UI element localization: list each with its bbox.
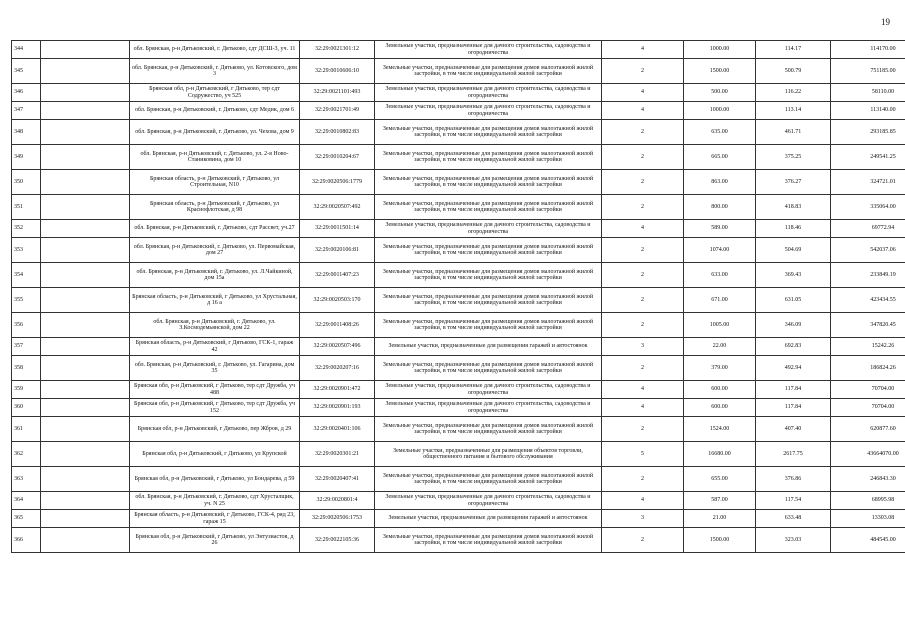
area-cell: 600.00 — [684, 381, 756, 399]
cadastral-number-cell: 32:29:0020801:4 — [300, 492, 375, 510]
land-use-cell: Земельные участки, предназначенные для размещения гаражей и автостоянок — [375, 510, 602, 528]
specific-value-cell: 114.17 — [756, 41, 831, 59]
empty-cell — [41, 399, 130, 417]
row-number: 354 — [12, 263, 41, 288]
cadastral-number-cell: 32:29:0020207:16 — [300, 356, 375, 381]
area-cell: 1524.00 — [684, 417, 756, 442]
specific-value-cell: 118.46 — [756, 220, 831, 238]
use-group-cell: 2 — [602, 238, 684, 263]
specific-value-cell: 492.94 — [756, 356, 831, 381]
use-group-cell: 5 — [602, 442, 684, 467]
address-cell: Брянская обл, р-н Дятьковский, г Дятьково, ул Крупской — [130, 442, 300, 467]
address-cell: обл. Брянская, р-н Дятьковский, г. Дятьково, ул. Первомайская, дом 27 — [130, 238, 300, 263]
use-group-cell: 2 — [602, 59, 684, 84]
specific-value-cell: 323.03 — [756, 528, 831, 553]
row-number: 359 — [12, 381, 41, 399]
cadastral-value-cell: 70704.00 — [831, 399, 905, 417]
cadastral-value-cell: 113140.00 — [831, 102, 905, 120]
use-group-cell: 2 — [602, 313, 684, 338]
land-use-cell: Земельные участки, предназначенные для дачного строительства, садоводства и огородничества — [375, 492, 602, 510]
empty-cell — [41, 102, 130, 120]
area-cell: 863.00 — [684, 170, 756, 195]
empty-cell — [41, 220, 130, 238]
area-cell: 587.00 — [684, 492, 756, 510]
empty-cell — [41, 510, 130, 528]
use-group-cell: 2 — [602, 263, 684, 288]
land-use-cell: Земельные участки, предназначенные для размещения домов малоэтажной жилой застройки, в том числе индивидуальной жилой застройки — [375, 238, 602, 263]
cadastral-number-cell: 32:29:0020507:496 — [300, 338, 375, 356]
empty-cell — [41, 195, 130, 220]
land-registry-table — [11, 40, 905, 553]
specific-value-cell: 376.86 — [756, 467, 831, 492]
specific-value-cell: 500.79 — [756, 59, 831, 84]
land-use-cell: Земельные участки, предназначенные для размещения домов малоэтажной жилой застройки, в том числе индивидуальной жилой застройки — [375, 313, 602, 338]
area-cell: 600.00 — [684, 399, 756, 417]
specific-value-cell: 117.84 — [756, 381, 831, 399]
cadastral-number-cell: 32:29:0011407:23 — [300, 263, 375, 288]
row-number: 365 — [12, 510, 41, 528]
table-row — [12, 220, 905, 238]
address-cell: обл. Брянская, р-н Дятьковский, г. Дятьково, сдт ДСШ-3, уч. 11 — [130, 41, 300, 59]
cadastral-number-cell: 32:29:0020901:472 — [300, 381, 375, 399]
table-row — [12, 338, 905, 356]
land-use-cell: Земельные участки, предназначенные для размещения домов малоэтажной жилой застройки, в том числе индивидуальной жилой застройки — [375, 288, 602, 313]
table-row — [12, 263, 905, 288]
table-row — [12, 41, 905, 59]
area-cell: 635.00 — [684, 120, 756, 145]
land-use-cell: Земельные участки, предназначенные для дачного строительства, садоводства и огородничества — [375, 220, 602, 238]
cadastral-value-cell: 324721.01 — [831, 170, 905, 195]
table-row — [12, 59, 905, 84]
land-use-cell: Земельные участки, предназначенные для дачного строительства, садоводства и огородничества — [375, 399, 602, 417]
specific-value-cell: 117.54 — [756, 492, 831, 510]
specific-value-cell: 633.48 — [756, 510, 831, 528]
cadastral-value-cell: 233849.19 — [831, 263, 905, 288]
use-group-cell: 4 — [602, 41, 684, 59]
area-cell: 1500.00 — [684, 59, 756, 84]
cadastral-number-cell: 32:29:0020407:41 — [300, 467, 375, 492]
land-use-cell: Земельные участки, предназначенные для размещения домов малоэтажной жилой застройки, в том числе индивидуальной жилой застройки — [375, 467, 602, 492]
land-use-cell: Земельные участки, предназначенные для размещения домов малоэтажной жилой застройки, в том числе индивидуальной жилой застройки — [375, 170, 602, 195]
table-row — [12, 195, 905, 220]
use-group-cell: 3 — [602, 338, 684, 356]
address-cell: обл. Брянская, р-н Дятьковский, г. Дятьково, ул. Чехова, дом 9 — [130, 120, 300, 145]
cadastral-value-cell: 335064.00 — [831, 195, 905, 220]
specific-value-cell: 376.27 — [756, 170, 831, 195]
empty-cell — [41, 263, 130, 288]
area-cell: 1000.00 — [684, 102, 756, 120]
empty-cell — [41, 417, 130, 442]
cadastral-value-cell: 249541.25 — [831, 145, 905, 170]
use-group-cell: 4 — [602, 381, 684, 399]
empty-cell — [41, 238, 130, 263]
address-cell: Брянская обл, р-н Дятьковский, г Дятьково, тер сдт Содружество, уч 525 — [130, 84, 300, 102]
empty-cell — [41, 356, 130, 381]
cadastral-number-cell: 32:29:0020507:492 — [300, 195, 375, 220]
cadastral-value-cell: 484545.00 — [831, 528, 905, 553]
use-group-cell: 4 — [602, 220, 684, 238]
cadastral-number-cell: 32:29:0010606:10 — [300, 59, 375, 84]
cadastral-value-cell: 347820.45 — [831, 313, 905, 338]
empty-cell — [41, 120, 130, 145]
use-group-cell: 2 — [602, 467, 684, 492]
specific-value-cell: 418.83 — [756, 195, 831, 220]
use-group-cell: 2 — [602, 288, 684, 313]
land-use-cell: Земельные участки, предназначенные для дачного строительства, садоводства и огородничества — [375, 381, 602, 399]
row-number: 361 — [12, 417, 41, 442]
specific-value-cell: 369.43 — [756, 263, 831, 288]
land-use-cell: Земельные участки, предназначенные для размещения гаражей и автостоянок — [375, 338, 602, 356]
address-cell: обл. Брянская, р-н Дятьковский, г. Дятьково, ул. Котовского, дом 3 — [130, 59, 300, 84]
row-number: 350 — [12, 170, 41, 195]
row-number: 364 — [12, 492, 41, 510]
use-group-cell: 2 — [602, 417, 684, 442]
address-cell: обл. Брянская, р-н Дятьковский, г. Дятьково, сдт Медик, дом 6 — [130, 102, 300, 120]
address-cell: Брянская обл, р-н Дятьковский, г Дятьково, ул Бондарева, д 59 — [130, 467, 300, 492]
cadastral-number-cell: 32:29:0020301:21 — [300, 442, 375, 467]
cadastral-value-cell: 542037.06 — [831, 238, 905, 263]
cadastral-number-cell: 32:29:0022105:36 — [300, 528, 375, 553]
cadastral-number-cell: 32:29:0020401:106 — [300, 417, 375, 442]
cadastral-number-cell: 32:29:0021301:12 — [300, 41, 375, 59]
page-number: 19 — [881, 17, 890, 27]
land-use-cell: Земельные участки, предназначенные для дачного строительства, садоводства и огородничества — [375, 102, 602, 120]
cadastral-value-cell: 68995.98 — [831, 492, 905, 510]
row-number: 351 — [12, 195, 41, 220]
cadastral-value-cell: 620877.60 — [831, 417, 905, 442]
land-use-cell: Земельные участки, предназначенные для размещения домов малоэтажной жилой застройки, в том числе индивидуальной жилой застройки — [375, 356, 602, 381]
use-group-cell: 2 — [602, 145, 684, 170]
specific-value-cell: 2617.75 — [756, 442, 831, 467]
cadastral-number-cell: 32:29:0020106:81 — [300, 238, 375, 263]
area-cell: 21.00 — [684, 510, 756, 528]
area-cell: 500.00 — [684, 84, 756, 102]
area-cell: 1074.00 — [684, 238, 756, 263]
specific-value-cell: 631.05 — [756, 288, 831, 313]
address-cell: Брянская область, р-н Дятьковский, г Дятьково, ул Краснофлотская, д 98 — [130, 195, 300, 220]
empty-cell — [41, 145, 130, 170]
land-use-cell: Земельные участки, предназначенные для размещения домов малоэтажной жилой застройки, в том числе индивидуальной жилой застройки — [375, 263, 602, 288]
area-cell: 800.00 — [684, 195, 756, 220]
row-number: 360 — [12, 399, 41, 417]
row-number: 346 — [12, 84, 41, 102]
use-group-cell: 2 — [602, 356, 684, 381]
specific-value-cell: 116.22 — [756, 84, 831, 102]
table-row — [12, 84, 905, 102]
use-group-cell: 2 — [602, 170, 684, 195]
cadastral-value-cell: 70704.00 — [831, 381, 905, 399]
table-row — [12, 417, 905, 442]
row-number: 358 — [12, 356, 41, 381]
address-cell: обл. Брянская, р-н Дятьковский, г. Дятьково, ул. З.Космодемьянской, дом 22 — [130, 313, 300, 338]
cadastral-value-cell: 246843.30 — [831, 467, 905, 492]
row-number: 355 — [12, 288, 41, 313]
row-number: 345 — [12, 59, 41, 84]
row-number: 366 — [12, 528, 41, 553]
specific-value-cell: 117.84 — [756, 399, 831, 417]
cadastral-number-cell: 32:29:0020503:170 — [300, 288, 375, 313]
land-use-cell: Земельные участки, предназначенные для размещения домов малоэтажной жилой застройки, в том числе индивидуальной жилой застройки — [375, 59, 602, 84]
area-cell: 671.00 — [684, 288, 756, 313]
empty-cell — [41, 381, 130, 399]
address-cell: обл. Брянская, р-н Дятьковский, г. Дятьково, ул. Л.Чайкиной, дом 15а — [130, 263, 300, 288]
area-cell: 22.00 — [684, 338, 756, 356]
address-cell: обл. Брянская, р-н Дятьковский, г. Дятьково, ул. 2-я Ново-Станиковина, дом 10 — [130, 145, 300, 170]
land-use-cell: Земельные участки, предназначенные для размещения домов малоэтажной жилой застройки, в том числе индивидуальной жилой застройки — [375, 417, 602, 442]
cadastral-number-cell: 32:29:0010204:67 — [300, 145, 375, 170]
use-group-cell: 2 — [602, 195, 684, 220]
table-row — [12, 120, 905, 145]
use-group-cell: 3 — [602, 510, 684, 528]
table-row — [12, 528, 905, 553]
table-row — [12, 145, 905, 170]
address-cell: Брянская область, р-н Дятьковский, г Дятьково, ГСК-4, ряд 23, гараж 15 — [130, 510, 300, 528]
address-cell: обл. Брянская, р-н Дятьковский, г. Дятьково, ул. Гагарина, дом 35 — [130, 356, 300, 381]
table-row — [12, 356, 905, 381]
empty-cell — [41, 170, 130, 195]
address-cell: Брянская обл, р-н Дятьковский, г Дятьково, пер Жбров, д 29 — [130, 417, 300, 442]
empty-cell — [41, 492, 130, 510]
specific-value-cell: 692.83 — [756, 338, 831, 356]
empty-cell — [41, 59, 130, 84]
empty-cell — [41, 313, 130, 338]
specific-value-cell: 113.14 — [756, 102, 831, 120]
empty-cell — [41, 528, 130, 553]
row-number: 348 — [12, 120, 41, 145]
land-use-cell: Земельные участки, предназначенные для размещения домов малоэтажной жилой застройки, в том числе индивидуальной жилой застройки — [375, 195, 602, 220]
row-number: 362 — [12, 442, 41, 467]
cadastral-value-cell: 15242.26 — [831, 338, 905, 356]
address-cell: Брянская область, р-н Дятьковский, г Дятьково, ул Хрустальная, д 16 а — [130, 288, 300, 313]
area-cell: 655.00 — [684, 467, 756, 492]
row-number: 353 — [12, 238, 41, 263]
cadastral-number-cell: 32:29:0011501:14 — [300, 220, 375, 238]
table-row — [12, 399, 905, 417]
table-row — [12, 238, 905, 263]
specific-value-cell: 461.71 — [756, 120, 831, 145]
area-cell: 16680.00 — [684, 442, 756, 467]
specific-value-cell: 504.69 — [756, 238, 831, 263]
row-number: 344 — [12, 41, 41, 59]
use-group-cell: 2 — [602, 528, 684, 553]
land-use-cell: Земельные участки, предназначенные для размещения объектов торговли, общественного питания и бытового обслуживания — [375, 442, 602, 467]
use-group-cell: 4 — [602, 102, 684, 120]
address-cell: Брянская обл, р-н Дятьковский, г Дятьково, тер сдт Дружба, уч 152 — [130, 399, 300, 417]
area-cell: 379.00 — [684, 356, 756, 381]
address-cell: Брянская обл, р-н Дятьковский, г Дятьково, ул Энтузиастов, д 26 — [130, 528, 300, 553]
area-cell: 1005.00 — [684, 313, 756, 338]
empty-cell — [41, 338, 130, 356]
cadastral-number-cell: 32:29:0011408:26 — [300, 313, 375, 338]
land-use-cell: Земельные участки, предназначенные для дачного строительства, садоводства и огородничества — [375, 41, 602, 59]
cadastral-value-cell: 186824.26 — [831, 356, 905, 381]
area-cell: 665.00 — [684, 145, 756, 170]
cadastral-number-cell: 32:29:0020506:1779 — [300, 170, 375, 195]
cadastral-number-cell: 32:29:0021101:493 — [300, 84, 375, 102]
empty-cell — [41, 288, 130, 313]
address-cell: обл. Брянская, р-н Дятьковский, г. Дятьково, сдт Рассвет, уч.27 — [130, 220, 300, 238]
row-number: 363 — [12, 467, 41, 492]
table-row — [12, 313, 905, 338]
cadastral-value-cell: 13303.08 — [831, 510, 905, 528]
table-row — [12, 492, 905, 510]
use-group-cell: 2 — [602, 120, 684, 145]
land-use-cell: Земельные участки, предназначенные для размещения домов малоэтажной жилой застройки, в том числе индивидуальной жилой застройки — [375, 120, 602, 145]
land-use-cell: Земельные участки, предназначенные для размещения домов малоэтажной жилой застройки, в том числе индивидуальной жилой застройки — [375, 528, 602, 553]
row-number: 349 — [12, 145, 41, 170]
land-use-cell: Земельные участки, предназначенные для размещения домов малоэтажной жилой застройки, в том числе индивидуальной жилой застройки — [375, 145, 602, 170]
area-cell: 633.00 — [684, 263, 756, 288]
specific-value-cell: 375.25 — [756, 145, 831, 170]
address-cell: Брянская обл, р-н Дятьковский, г Дятьково, тер сдт Дружба, уч 488 — [130, 381, 300, 399]
land-use-cell: Земельные участки, предназначенные для дачного строительства, садоводства и огородничества — [375, 84, 602, 102]
row-number: 357 — [12, 338, 41, 356]
cadastral-number-cell: 32:29:0020506:1753 — [300, 510, 375, 528]
area-cell: 1000.00 — [684, 41, 756, 59]
use-group-cell: 4 — [602, 399, 684, 417]
address-cell: Брянская область, р-н Дятьковский, г Дятьково, ул Строительная, N10 — [130, 170, 300, 195]
use-group-cell: 4 — [602, 492, 684, 510]
cadastral-number-cell: 32:29:0021701:49 — [300, 102, 375, 120]
specific-value-cell: 346.09 — [756, 313, 831, 338]
table-row — [12, 381, 905, 399]
row-number: 352 — [12, 220, 41, 238]
cadastral-value-cell: 43664070.00 — [831, 442, 905, 467]
table-row — [12, 510, 905, 528]
empty-cell — [41, 41, 130, 59]
table-body — [12, 41, 905, 553]
table-row — [12, 170, 905, 195]
cadastral-value-cell: 69772.94 — [831, 220, 905, 238]
cadastral-number-cell: 32:29:0010802:83 — [300, 120, 375, 145]
specific-value-cell: 407.40 — [756, 417, 831, 442]
table-row — [12, 467, 905, 492]
empty-cell — [41, 467, 130, 492]
address-cell: Брянская область, р-н Дятьковский, г Дятьково, ГСК-1, гараж 42 — [130, 338, 300, 356]
address-cell: обл. Брянская, р-н Дятьковский, г. Дятьково, сдт Хрусталщик, уч. N 25 — [130, 492, 300, 510]
cadastral-value-cell: 114170.00 — [831, 41, 905, 59]
cadastral-number-cell: 32:29:0020901:193 — [300, 399, 375, 417]
use-group-cell: 4 — [602, 84, 684, 102]
area-cell: 1500.00 — [684, 528, 756, 553]
cadastral-value-cell: 751185.00 — [831, 59, 905, 84]
cadastral-value-cell: 58110.00 — [831, 84, 905, 102]
area-cell: 589.00 — [684, 220, 756, 238]
cadastral-value-cell: 293185.85 — [831, 120, 905, 145]
row-number: 356 — [12, 313, 41, 338]
table-row — [12, 442, 905, 467]
table-row — [12, 288, 905, 313]
empty-cell — [41, 442, 130, 467]
row-number: 347 — [12, 102, 41, 120]
cadastral-value-cell: 423434.55 — [831, 288, 905, 313]
table-row — [12, 102, 905, 120]
empty-cell — [41, 84, 130, 102]
